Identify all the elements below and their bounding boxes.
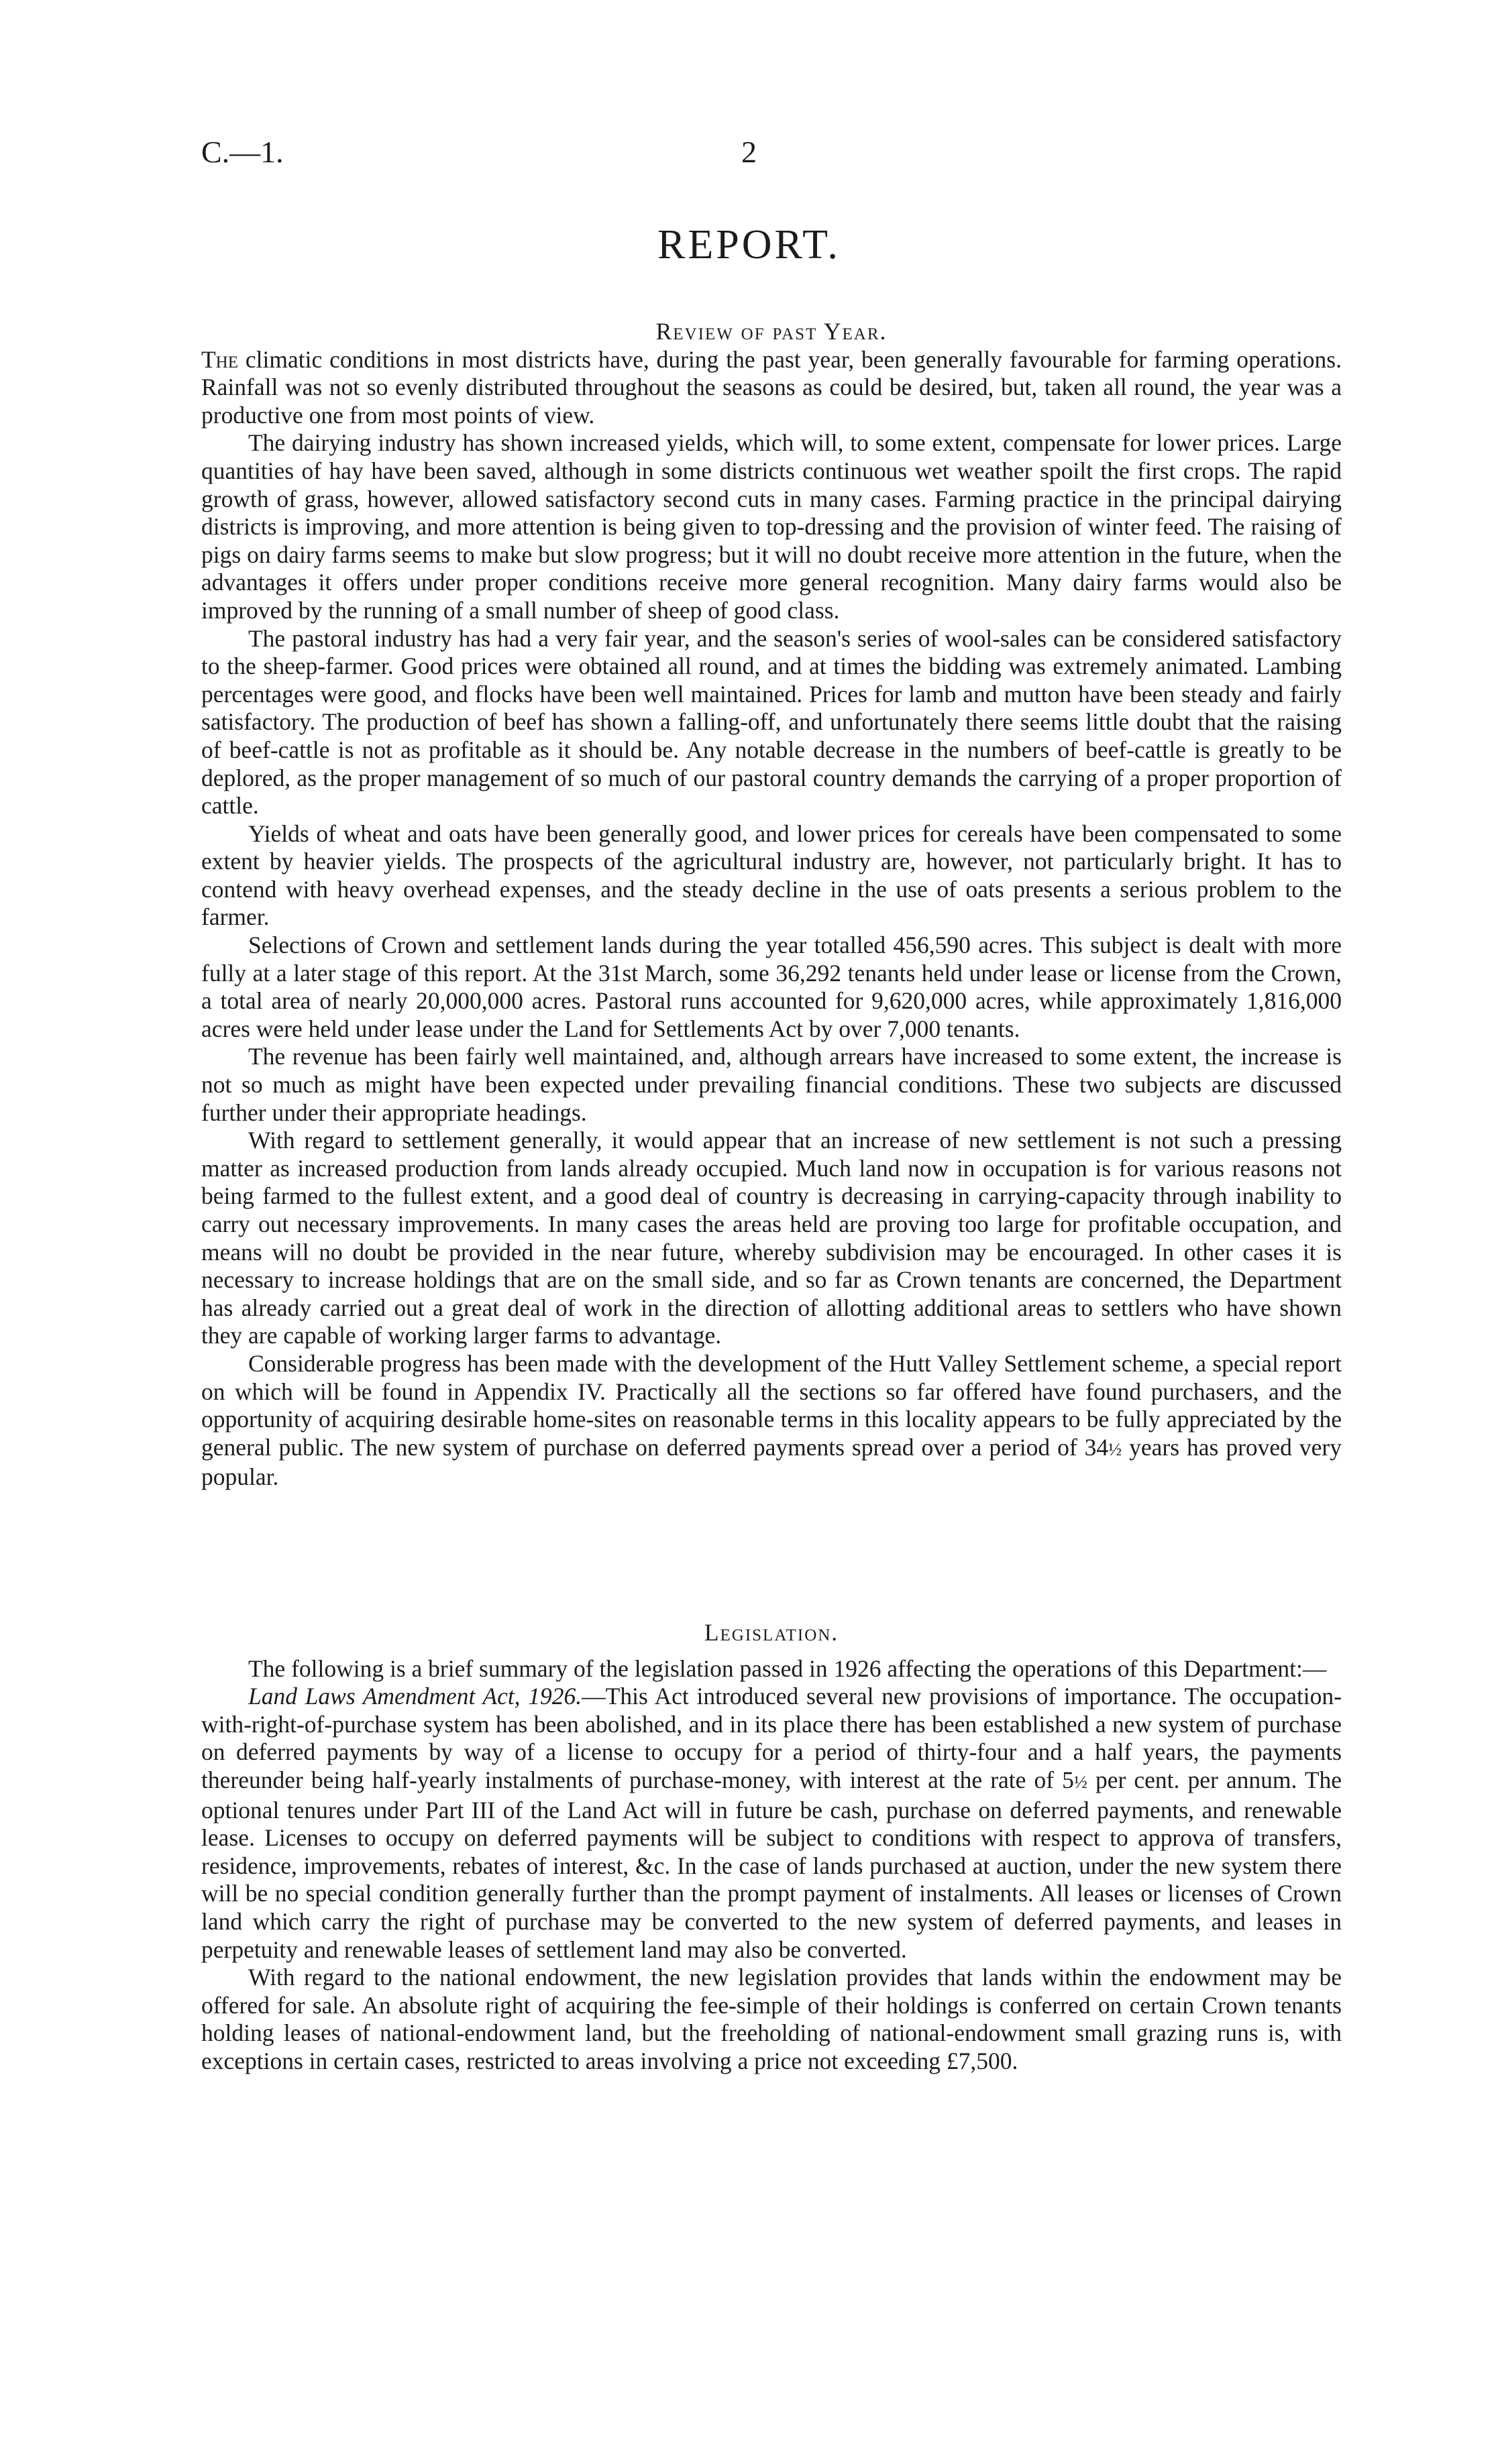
legislation-section [201, 1619, 1342, 2076]
paragraph: The revenue has been fairly well maintained, and, although arrears have increased to some extent, the increase is not so much as might have been expected under prevailing financial conditions. These two subjects are discussed further under their appropriate headings. [201, 1043, 1342, 1126]
paragraph [201, 346, 1342, 430]
paragraph: The dairying industry has shown increased yields, which will, to some extent, compensate for lower prices. Large quantities of hay have been saved, although in some districts continuous wet weather spoilt the first crops. The rapid growth of grass, however, allowed satisfactory second cuts in many cases. Farming practice in the principal dairying districts is improving, and more attention is being given to top-dressing and the provision of winter feed. The raising of pigs on dairy farms seems to make but slow progress; but it will no doubt receive more attention in the future, when the advantages it offers under proper conditions receive more general recognition. Many dairy farms would also be improved by the running of a small number of sheep of good class. [201, 429, 1342, 624]
page-number: 2 [741, 135, 757, 169]
paragraph-text: per cent. per annum. The optional tenures under Part III of the Land Act will in future be cash, purchase on deferred payments, and renewable lease. Licenses to occupy on deferred payments will be subject to conditions with respect to approva of transfers, residence, improvements, rebates of interest, &c. In the case of lands purchased at auction, under the new system there will be no special condition generally further than the prompt payment of instalments. All leases or licenses of Crown land which carry the right of purchase may be converted to the new system of deferred payments, and leases in perpetuity and renewable leases of settlement land may also be converted. [201, 1766, 1342, 1963]
act-title: Land Laws Amendment Act, 1926. [248, 1683, 582, 1710]
review-heading: Review of past Year. [655, 318, 888, 345]
paragraph: The following is a brief summary of the legislation passed in 1926 affecting the operations of this Department:— [248, 1655, 1327, 1682]
fraction: ½ [1108, 1439, 1122, 1459]
paragraph: Yields of wheat and oats have been generally good, and lower prices for cereals have been compensated to some extent by heavier yields. The prospects of the agricultural industry are, however, not particularly bright. It has to contend with heavy overhead expenses, and the steady decline in the use of oats presents a serious problem to the farmer. [201, 820, 1342, 931]
paragraph-text: climatic conditions in most districts have, during the past year, been generally favourable for farming operations. Rainfall was not so evenly distributed throughout the seasons as could be desired, but, taken all round, the year was a productive one from most points of view. [201, 345, 1342, 429]
review-section [201, 318, 1342, 1492]
fraction: ½ [1073, 1771, 1087, 1792]
paragraph: Selections of Crown and settlement lands during the year totalled 456,590 acres. This subject is dealt with more fully at a later stage of this report. At the 31st March, some 36,292 tenants held under lease or license from the Crown, a total area of nearly 20,000,000 acres. Pastoral runs accounted for 9,620,000 acres, while approximately 1,816,000 acres were held under lease under the Land for Settlements Act by over 7,000 tenants. [201, 932, 1342, 1042]
paragraph [201, 1350, 1342, 1492]
paragraph: With regard to settlement generally, it would appear that an increase of new settlement is not such a pressing matter as increased production from lands already occupied. Much land now in occupation is for various reasons not being farmed to the fullest extent, and a good deal of country is decreasing in carrying-capacity through inability to carry out necessary improvements. In many cases the areas held are proving too large for profitable occupation, and means will no doubt be provided in the near future, whereby subdivision may be encouraged. In other cases it is necessary to increase holdings that are on the small side, and so far as Crown tenants are concerned, the Department has already carried out a great deal of work in the direction of allotting additional areas to settlers who have shown they are capable of working larger farms to advantage. [201, 1127, 1342, 1349]
report-title: REPORT. [657, 222, 841, 268]
paragraph-text: Considerable progress has been made with the development of the Hutt Valley Settlement scheme, a special report on which will be found in Appendix IV. Practically all the sections so far offered have found purchasers, and the opportunity of acquiring desirable home-sites on reasonable terms in this locality appears to be fully appreciated by the general public. The new system of purchase on deferred payments spread over a period of 34 [201, 1349, 1342, 1461]
paragraph: With regard to the national endowment, the new legislation provides that lands within the endowment may be offered for sale. An absolute right of acquiring the fee-simple of their holdings is conferred on certain Crown tenants holding leases of national-endowment land, but the freeholding of national-endowment small grazing runs is, with exceptions in certain cases, restricted to areas involving a price not exceeding £7,500. [201, 1964, 1342, 2074]
paragraph-text: years has proved very popular. [201, 1433, 1342, 1491]
document-reference: C.—1. [201, 135, 284, 169]
paragraph: The pastoral industry has had a very fair year, and the season's series of wool-sales can be considered satisfactory to the sheep-farmer. Good prices were obtained all round, and at times the bidding was extremely animated. Lambing percentages were good, and flocks have been well maintained. Prices for lamb and mutton have been steady and fairly satisfactory. The production of beef has shown a falling-off, and unfortunately there seems little doubt that the raising of beef-cattle is not as profitable as it should be. Any notable decrease in the numbers of beef-cattle is greatly to be deplored, as the proper management of so much of our pastoral country demands the carrying of a proper proportion of cattle. [201, 624, 1342, 820]
paragraph-lead: The [201, 345, 239, 373]
paragraph [201, 1683, 1342, 1964]
legislation-heading: Legislation. [704, 1619, 839, 1646]
paragraph-text: —This Act introduced several new provisions of importance. The occupation-with-right-of-purchase system has been abolished, and in its place there has been established a new system of purchase on deferred payments by way of a license to occupy for a period of thirty-four and a half years, the payments thereunder being half-yearly instalments of purchase-money, with interest at the rate of 5 [201, 1683, 1342, 1793]
